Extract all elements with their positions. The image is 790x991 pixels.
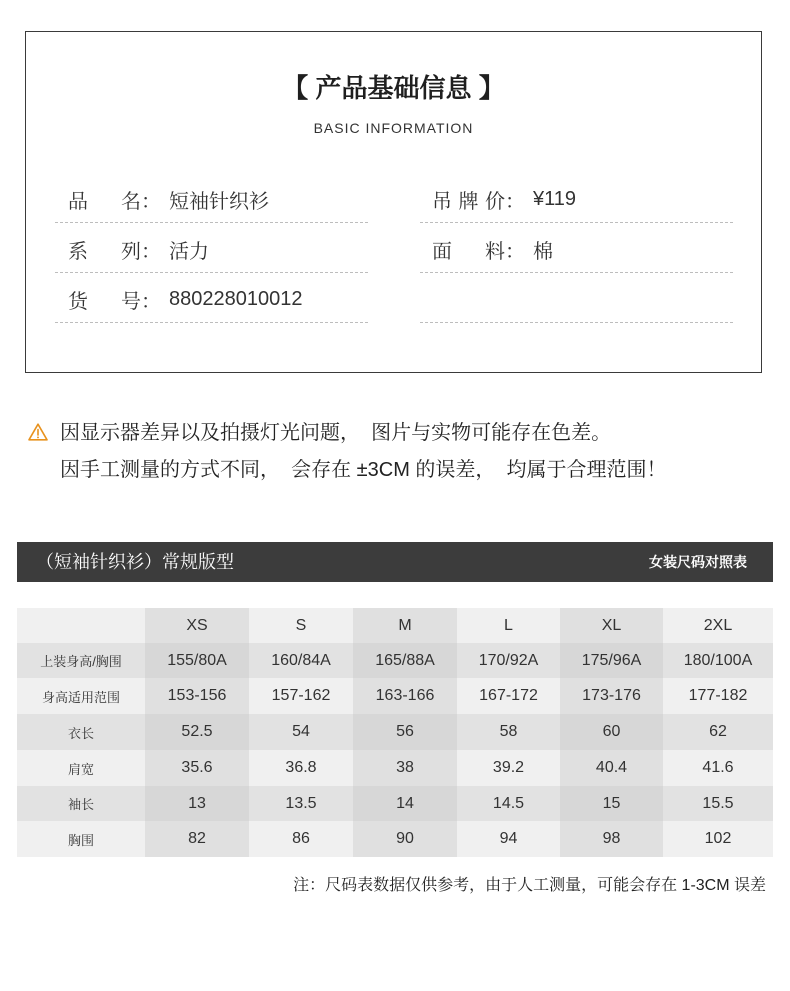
measurement-label: 胸围 — [17, 821, 145, 857]
size-value: 15.5 — [663, 786, 773, 821]
field-item-number — [68, 285, 302, 313]
size-column-header: S — [249, 608, 353, 643]
field-label — [68, 185, 141, 214]
dashed-divider — [420, 222, 733, 223]
label-char: 号 — [121, 290, 141, 313]
label-char: 面 — [432, 240, 452, 263]
field-colon: ： — [141, 240, 161, 263]
size-value: 165/88A — [353, 643, 457, 678]
table-row — [17, 786, 773, 821]
field-label — [432, 185, 505, 214]
size-value: 90 — [353, 821, 457, 857]
size-value: 180/100A — [663, 643, 773, 678]
field-value: 短袖针织衫 — [169, 190, 269, 213]
size-column-header: 2XL — [663, 608, 773, 643]
size-chart-footnote: 注：尺码表数据仅供参考，由于人工测量，可能会存在 1-3CM 误差 — [293, 877, 766, 894]
warning-icon — [28, 423, 48, 441]
measurement-label: 袖长 — [17, 786, 145, 821]
label-char: 价 — [485, 190, 505, 213]
size-value: 177-182 — [663, 678, 773, 714]
size-value: 14.5 — [457, 786, 560, 821]
table-row — [17, 750, 773, 786]
field-colon: ： — [141, 190, 161, 213]
size-value: 86 — [249, 821, 353, 857]
size-column-header: XL — [560, 608, 663, 643]
size-value: 175/96A — [560, 643, 663, 678]
field-colon: ： — [505, 240, 525, 263]
size-value: 36.8 — [249, 750, 353, 786]
label-char: 列 — [121, 240, 141, 263]
label-char: 名 — [121, 190, 141, 213]
size-value: 163-166 — [353, 678, 457, 714]
table-row — [17, 678, 773, 714]
field-label — [432, 235, 505, 264]
size-value: 13.5 — [249, 786, 353, 821]
size-column-header: XS — [145, 608, 249, 643]
label-char: 货 — [68, 290, 88, 313]
field-fabric — [432, 235, 553, 263]
size-value: 40.4 — [560, 750, 663, 786]
field-value: 活力 — [169, 240, 209, 263]
label-char: 系 — [68, 240, 88, 263]
size-value: 52.5 — [145, 714, 249, 750]
size-value: 153-156 — [145, 678, 249, 714]
table-row — [17, 821, 773, 857]
size-column-header: M — [353, 608, 457, 643]
dashed-divider — [55, 272, 368, 273]
label-char: 吊 — [432, 190, 452, 213]
size-value: 102 — [663, 821, 773, 857]
basic-info-subtitle: BASIC INFORMATION — [313, 120, 474, 136]
label-char: 牌 — [458, 190, 479, 213]
dashed-divider — [420, 322, 733, 323]
size-value: 14 — [353, 786, 457, 821]
size-chart-name: 女装尺码对照表 — [649, 554, 747, 570]
field-value: 棉 — [533, 240, 553, 263]
basic-info-title: 【 产品基础信息 】 — [282, 73, 505, 103]
size-value: 15 — [560, 786, 663, 821]
field-value: 880228010012 — [169, 287, 303, 310]
basic-info-panel — [25, 31, 762, 373]
size-value: 62 — [663, 714, 773, 750]
field-series — [68, 235, 209, 263]
size-table — [17, 608, 773, 857]
field-product-name — [68, 185, 269, 213]
table-row — [17, 714, 773, 750]
size-value: 13 — [145, 786, 249, 821]
label-char: 品 — [68, 190, 88, 213]
size-chart-title: （短袖针织衫）常规版型 — [36, 552, 234, 572]
notice-line: 因显示器差异以及拍摄灯光问题， 图片与实物可能存在色差。 — [60, 422, 612, 444]
measurement-label: 肩宽 — [17, 750, 145, 786]
size-value: 54 — [249, 714, 353, 750]
size-value: 157-162 — [249, 678, 353, 714]
size-value: 58 — [457, 714, 560, 750]
size-value: 155/80A — [145, 643, 249, 678]
label-char: 料 — [485, 240, 505, 263]
size-value: 60 — [560, 714, 663, 750]
field-colon: ： — [505, 190, 525, 213]
size-value: 170/92A — [457, 643, 560, 678]
field-tag-price — [432, 185, 576, 213]
size-chart-header-bar — [17, 542, 773, 582]
table-row — [17, 643, 773, 678]
size-value: 167-172 — [457, 678, 560, 714]
size-table-corner — [17, 608, 145, 643]
field-label — [68, 235, 141, 264]
size-column-header: L — [457, 608, 560, 643]
dashed-divider — [420, 272, 733, 273]
size-value: 41.6 — [663, 750, 773, 786]
size-value: 98 — [560, 821, 663, 857]
notice-line: 因手工测量的方式不同， 会存在 ±3CM 的误差， 均属于合理范围！ — [60, 459, 667, 481]
size-value: 173-176 — [560, 678, 663, 714]
size-value: 56 — [353, 714, 457, 750]
size-value: 94 — [457, 821, 560, 857]
measurement-label: 身高适用范围 — [17, 678, 145, 714]
measurement-label: 衣长 — [17, 714, 145, 750]
size-value: 39.2 — [457, 750, 560, 786]
dashed-divider — [55, 322, 368, 323]
size-value: 160/84A — [249, 643, 353, 678]
field-value: ¥119 — [533, 187, 577, 210]
size-table-header-row — [17, 608, 773, 643]
dashed-divider — [55, 222, 368, 223]
size-value: 38 — [353, 750, 457, 786]
size-value: 82 — [145, 821, 249, 857]
field-colon: ： — [141, 290, 161, 313]
measurement-label: 上装身高/胸围 — [17, 643, 145, 678]
size-value: 35.6 — [145, 750, 249, 786]
field-label — [68, 285, 141, 314]
